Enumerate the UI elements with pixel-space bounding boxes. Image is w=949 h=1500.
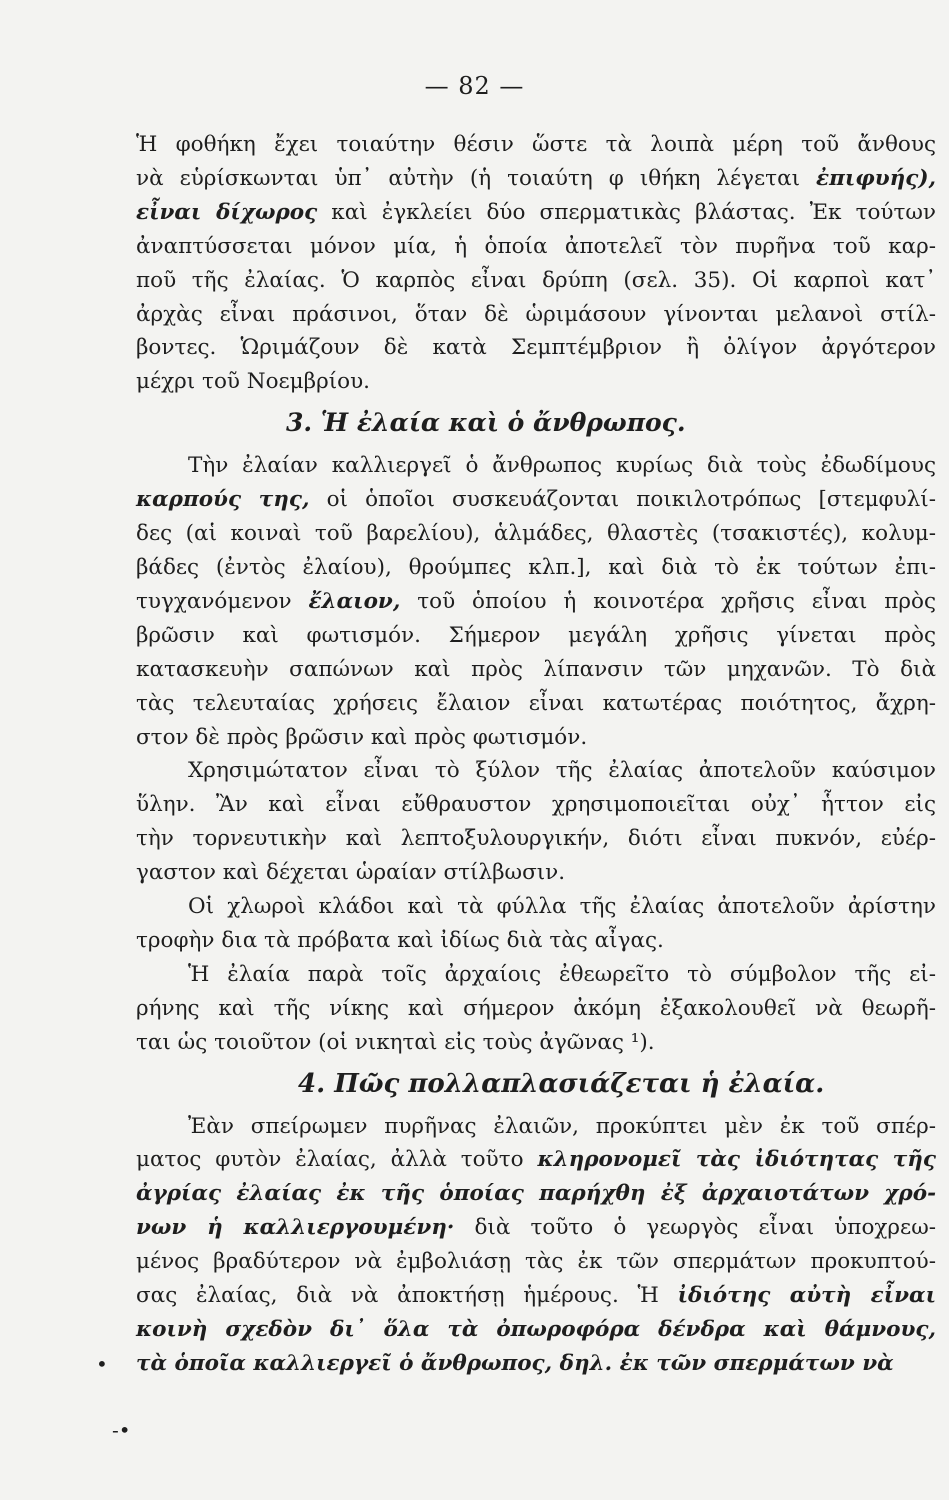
- plain-text: μέχρι τοῦ Νοεμβρίου.: [136, 369, 371, 395]
- plain-text: σας ἐλαίας, διὰ νὰ ἀποκτήσῃ ἡμέρους. Ἡ: [136, 1283, 678, 1309]
- plain-text: ἀρχὰς εἶναι πράσινοι, ὅταν δὲ ὡριμάσουν γίνονται μελανοὶ στίλ-: [136, 301, 936, 327]
- plain-text: ται ὡς τοιοῦτον (οἱ νικηταὶ εἰς τοὺς ἀγῶνας ¹).: [136, 1029, 655, 1055]
- margin-dash-dot: -•: [112, 1418, 131, 1442]
- paragraph-symbol: [136, 958, 936, 1060]
- text-line: [136, 856, 936, 890]
- emphasis-text: ἀγρίας ἐλαίας ἐκ τῆς ὁποίας παρήχθη ἐξ ἀρχαιοτάτων χρό-: [136, 1181, 936, 1207]
- plain-text: ἀναπτύσσεται μόνον μία, ἡ ὁποία ἀποτελεῖ τὸν πυρῆνα τοῦ καρ-: [136, 233, 936, 259]
- text-line: [136, 585, 936, 619]
- text-line: [136, 551, 936, 585]
- plain-text: βοντες. Ὡριμάζουν δὲ κατὰ Σεμπτέμβριον ἢ ὀλίγον ἀργότερον: [136, 335, 936, 361]
- paragraph-uses: [136, 449, 936, 754]
- section-heading-3: 3. Ἡ ἐλαία καὶ ὁ ἄνθρωπος.: [286, 408, 686, 438]
- text-line: [136, 1026, 936, 1060]
- paragraph-fodder: [136, 890, 936, 958]
- plain-text: οἱ ὁποῖοι συσκευάζονται ποικιλοτρόπως [στεμφυλί-: [309, 487, 936, 513]
- plain-text: Χρησιμώτατον εἶναι τὸ ξύλον τῆς ἐλαίας ἀποτελοῦν καύσιμον: [188, 758, 936, 784]
- text-line: [136, 653, 936, 687]
- text-line: [136, 822, 936, 856]
- text-line: [136, 992, 936, 1026]
- plain-text: ὕλην. Ἂν καὶ εἶναι εὔθραυστον χρησιμοποιεῖται οὐχ᾽ ἧττον εἰς: [136, 792, 936, 818]
- text-line: [136, 365, 936, 399]
- plain-text: τοῦ ὁποίου ἡ κοινοτέρα χρῆσις εἶναι πρὸς: [400, 588, 936, 614]
- plain-text: βάδες (ἐντὸς ἐλαίου), θρούμπες κλπ.], καὶ διὰ τὸ ἐκ τούτων ἐπι-: [136, 554, 936, 580]
- emphasis-text: κληρονομεῖ τὰς ἰδιότητας τῆς: [537, 1147, 936, 1173]
- text-line: [136, 331, 936, 365]
- text-line: [136, 196, 936, 230]
- text-line: [136, 924, 936, 958]
- text-line: [136, 128, 936, 162]
- text-line: [136, 890, 936, 924]
- text-line: [136, 1177, 936, 1211]
- text-line: [136, 958, 936, 992]
- plain-text: τὰς τελευταίας χρήσεις ἔλαιον εἶναι κατωτέρας ποιότητος, ἄχρη-: [136, 690, 936, 716]
- text-line: [136, 449, 936, 483]
- emphasis-text: κοινὴ σχεδὸν δι᾽ ὅλα τὰ ὀπωροφόρα δένδρα καὶ θάμνους,: [136, 1317, 936, 1342]
- plain-text: νὰ εὑρίσκωνται ὑπ᾽ αὐτὴν (ἡ τοιαύτη φ ιθήκη λέγεται: [136, 165, 817, 191]
- plain-text: στον δὲ πρὸς βρῶσιν καὶ πρὸς φωτισμόν.: [136, 724, 588, 750]
- section-heading-4: 4. Πῶς πολλαπλασιάζεται ἡ ἐλαία.: [298, 1068, 825, 1099]
- body-text: [136, 128, 936, 1381]
- plain-text: διὰ τοῦτο ὁ γεωργὸς εἶναι ὑποχρεω-: [454, 1215, 936, 1241]
- paragraph-propagation: [136, 1110, 936, 1381]
- page-number: — 82 —: [424, 72, 525, 100]
- emphasis-text: καρπούς της,: [136, 487, 310, 513]
- plain-text: Ἐὰν σπείρωμεν πυρῆνας ἐλαιῶν, προκύπτει μὲν ἐκ τοῦ σπέρ-: [188, 1113, 936, 1139]
- plain-text: κατασκευὴν σαπώνων καὶ πρὸς λίπανσιν τῶν μηχανῶν. Τὸ διὰ: [136, 656, 936, 682]
- text-line: [136, 1313, 936, 1347]
- plain-text: Οἱ χλωροὶ κλάδοι καὶ τὰ φύλλα τῆς ἐλαίας ἀποτελοῦν ἀρίστην: [188, 894, 936, 920]
- text-line: [136, 1143, 936, 1177]
- text-line: [136, 162, 936, 196]
- text-line: [136, 1245, 936, 1279]
- text-line: [136, 264, 936, 298]
- plain-text: Ἡ φοθήκη ἔχει τοιαύτην θέσιν ὥστε τὰ λοιπὰ μέρη τοῦ ἄνθους: [136, 132, 936, 157]
- plain-text: ματος φυτὸν ἐλαίας, ἀλλὰ τοῦτο: [136, 1147, 538, 1173]
- emphasis-text: νων ἡ καλλιεργουμένη·: [136, 1215, 455, 1241]
- plain-text: μένος βραδύτερον νὰ ἐμβολιάσῃ τὰς ἐκ τῶν σπερμάτων προκυπτού-: [136, 1249, 936, 1275]
- plain-text: τροφὴν δια τὰ πρόβατα καὶ ἰδίως διὰ τὰς αἶγας.: [136, 927, 664, 953]
- paragraph-anther: [136, 128, 936, 399]
- text-line: [136, 619, 936, 653]
- plain-text: δες (αἱ κοιναὶ τοῦ βαρελίου), ἁλμάδες, θλαστὲς (τσακιστές), κολυμ-: [136, 521, 936, 547]
- text-line: [136, 1279, 936, 1313]
- plain-text: Ἡ ἐλαία παρὰ τοῖς ἀρχαίοις ἐθεωρεῖτο τὸ σύμβολον τῆς εἰ-: [188, 961, 936, 987]
- text-line: [136, 788, 936, 822]
- margin-dot: •: [96, 1352, 108, 1376]
- text-line: [136, 298, 936, 332]
- plain-text: ποῦ τῆς ἐλαίας. Ὁ καρπὸς εἶναι δρύπη (σελ. 35). Οἱ καρποὶ κατ᾽: [136, 267, 936, 293]
- plain-text: τυγχανόμενον: [136, 588, 309, 614]
- emphasis-text: τὰ ὁποῖα καλλιεργεῖ ὁ ἄνθρωπος, δηλ. ἐκ τῶν σπερμάτων νὰ: [136, 1350, 894, 1376]
- text-line: [136, 721, 936, 755]
- text-line: [136, 687, 936, 721]
- text-line: [136, 754, 936, 788]
- paragraph-wood: [136, 754, 936, 890]
- plain-text: καὶ ἐγκλείει δύο σπερματικὰς βλάστας. Ἐκ τούτων: [317, 199, 936, 225]
- text-line: [136, 1211, 936, 1245]
- plain-text: ρήνης καὶ τῆς νίκης καὶ σήμερον ἀκόμη ἐξακολουθεῖ νὰ θεωρῆ-: [136, 995, 936, 1021]
- plain-text: βρῶσιν καὶ φωτισμόν. Σήμερον μεγάλη χρῆσις γίνεται πρὸς: [136, 622, 936, 648]
- plain-text: γαστον καὶ δέχεται ὡραίαν στίλβωσιν.: [136, 860, 566, 886]
- emphasis-text: ἰδιότης αὐτὴ εἶναι: [677, 1283, 936, 1309]
- plain-text: Τὴν ἐλαίαν καλλιεργεῖ ὁ ἄνθρωπος κυρίως διὰ τοὺς ἐδωδίμους: [188, 453, 936, 479]
- text-line: [136, 1110, 936, 1144]
- text-line: [136, 230, 936, 264]
- text-line: [136, 517, 936, 551]
- text-line: [136, 1347, 936, 1381]
- emphasis-text: ἐπιφυής),: [816, 165, 936, 191]
- emphasis-text: εἶναι δίχωρος: [136, 199, 318, 225]
- emphasis-text: ἔλαιον,: [308, 588, 401, 614]
- text-line: [136, 483, 936, 517]
- plain-text: τὴν τορνευτικὴν καὶ λεπτοξυλουργικήν, διότι εἶναι πυκνόν, εὐέρ-: [136, 826, 936, 852]
